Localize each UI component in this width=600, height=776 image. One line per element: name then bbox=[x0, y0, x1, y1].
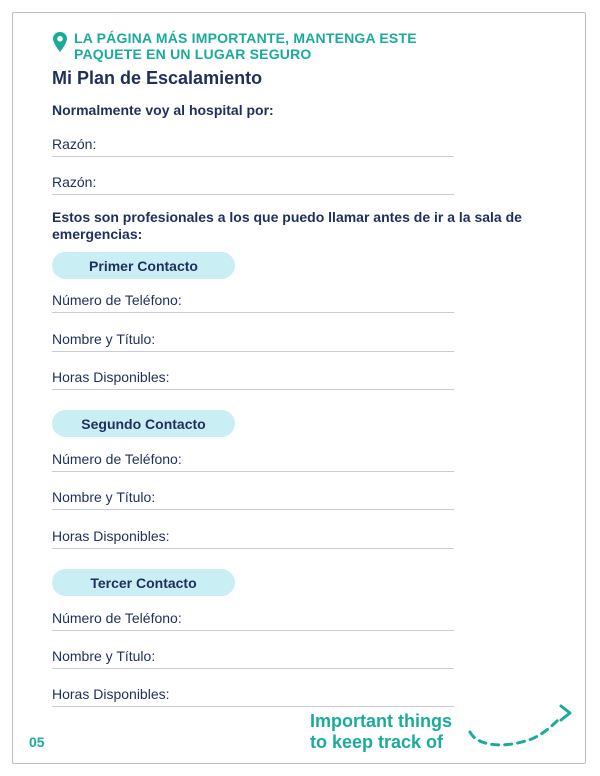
dashed-arrow-icon bbox=[462, 698, 578, 752]
professionals-section-label: Estos son profesionales a los que puedo llamar antes de ir a la sala de emergencias: bbox=[52, 209, 522, 242]
map-pin-icon bbox=[52, 31, 68, 53]
page-number: 05 bbox=[29, 734, 45, 750]
hospital-section-label: Normalmente voy al hospital por: bbox=[52, 102, 274, 118]
second-contact-phone-field[interactable]: Número de Teléfono: bbox=[52, 451, 454, 472]
second-contact-name-field[interactable]: Nombre y Título: bbox=[52, 489, 454, 510]
second-contact-header: Segundo Contacto bbox=[52, 410, 235, 437]
footer-tagline bbox=[310, 711, 452, 753]
first-contact-header: Primer Contacto bbox=[52, 252, 235, 279]
reason-field-2[interactable]: Razón: bbox=[52, 174, 454, 195]
third-contact-phone-field[interactable]: Número de Teléfono: bbox=[52, 610, 454, 631]
second-contact-hours-field[interactable]: Horas Disponibles: bbox=[52, 528, 454, 549]
first-contact-name-field[interactable]: Nombre y Título: bbox=[52, 331, 454, 352]
third-contact-name-field[interactable]: Nombre y Título: bbox=[52, 648, 454, 669]
important-notice bbox=[52, 30, 454, 62]
page-title: Mi Plan de Escalamiento bbox=[52, 68, 263, 88]
tagline-line-2: to keep track of bbox=[310, 732, 444, 752]
third-contact-header: Tercer Contacto bbox=[52, 569, 235, 596]
reason-field-1[interactable]: Razón: bbox=[52, 136, 454, 157]
notice-text: LA PÁGINA MÁS IMPORTANTE, MANTENGA ESTE PAQUETE EN UN LUGAR SEGURO bbox=[74, 30, 417, 62]
first-contact-phone-field[interactable]: Número de Teléfono: bbox=[52, 292, 454, 313]
first-contact-hours-field[interactable]: Horas Disponibles: bbox=[52, 369, 454, 390]
third-contact-hours-field[interactable]: Horas Disponibles: bbox=[52, 686, 454, 707]
tagline-line-1: Important things bbox=[310, 711, 452, 731]
